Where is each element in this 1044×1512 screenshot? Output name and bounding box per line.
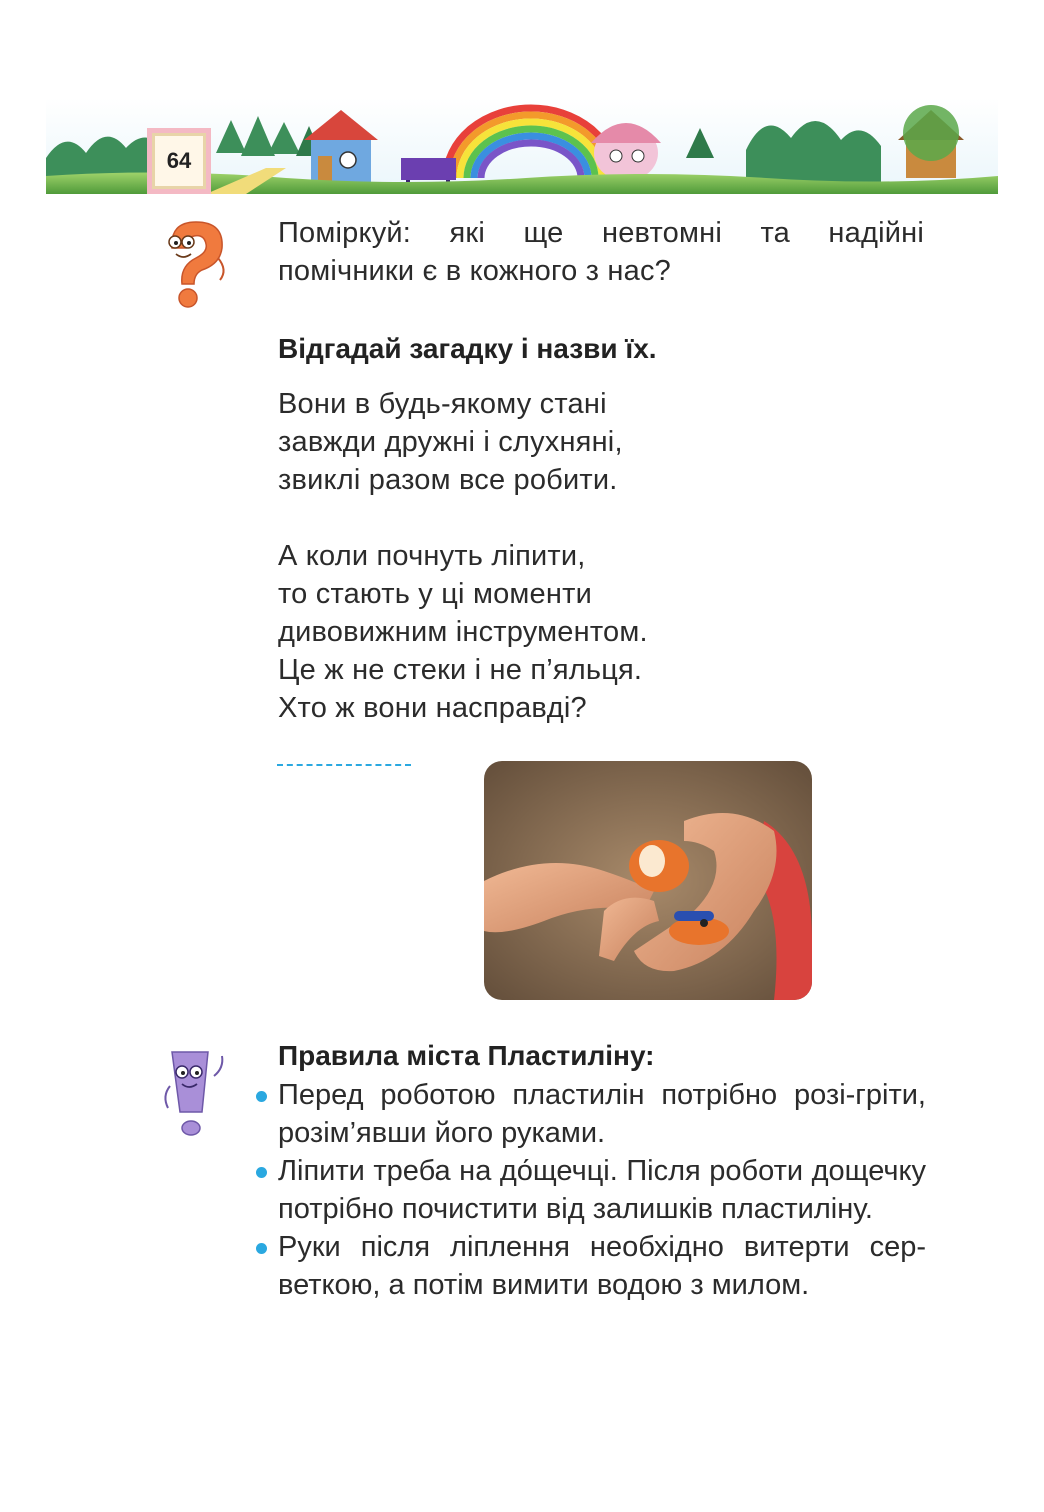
- poem-line: Хто ж вони насправді?: [278, 692, 587, 724]
- poem-line: завжди дружні і слухняні,: [278, 426, 623, 458]
- question-mark-mascot-icon: [158, 218, 230, 312]
- word: та: [760, 217, 790, 249]
- page-number: 64: [166, 148, 192, 173]
- word: надійні: [828, 217, 924, 249]
- think-question: [278, 214, 924, 290]
- think-question-line-2: помічники є в кожного з нас?: [278, 255, 672, 287]
- child-hands-with-plasticine-photo: [484, 761, 812, 1000]
- poem-line: Це ж не стеки і не п’яльця.: [278, 654, 643, 686]
- bullet-icon: [256, 1091, 267, 1102]
- rules-heading: Правила міста Пластиліну:: [278, 1040, 655, 1071]
- riddle-heading: Відгадай загадку і назви їх.: [278, 333, 657, 364]
- exclamation-mark-mascot-icon: [160, 1046, 232, 1140]
- word: які: [449, 217, 485, 249]
- poem-stanza-2: [278, 537, 648, 727]
- plasticine-hands-photo: [484, 761, 812, 1000]
- bullet-icon: [256, 1243, 267, 1254]
- rule-text: Перед роботою пластилін потрібно розі-гріти, розім’явши його руками.: [278, 1079, 926, 1149]
- list-item: [254, 1228, 926, 1304]
- think-question-line-1: [278, 214, 924, 252]
- word: Поміркуй:: [278, 217, 412, 249]
- rules-list: [254, 1076, 926, 1304]
- poem-line: Вони в будь-якому стані: [278, 388, 607, 420]
- list-item: [254, 1076, 926, 1152]
- riddle-poem: [278, 385, 648, 727]
- word: ще: [523, 217, 564, 249]
- list-item: [254, 1152, 926, 1228]
- poem-stanza-1: [278, 385, 648, 499]
- poem-line: А коли почнуть ліпити,: [278, 540, 586, 572]
- poem-line: дивовижним інструментом.: [278, 616, 648, 648]
- answer-blank-line[interactable]: [277, 764, 411, 766]
- word: невтомні: [601, 217, 722, 249]
- page-number-badge: [147, 128, 211, 194]
- poem-line: звиклі разом все робити.: [278, 464, 618, 496]
- rule-text: Ліпити треба на до́щечці. Після роботи дощечку потрібно почистити від залишків пластиліну.: [278, 1155, 926, 1225]
- poem-line: то стають у ці моменти: [278, 578, 592, 610]
- bullet-icon: [256, 1167, 267, 1178]
- rule-text: Руки після ліплення необхідно витерти сер-веткою, а потім вимити водою з милом.: [278, 1231, 926, 1301]
